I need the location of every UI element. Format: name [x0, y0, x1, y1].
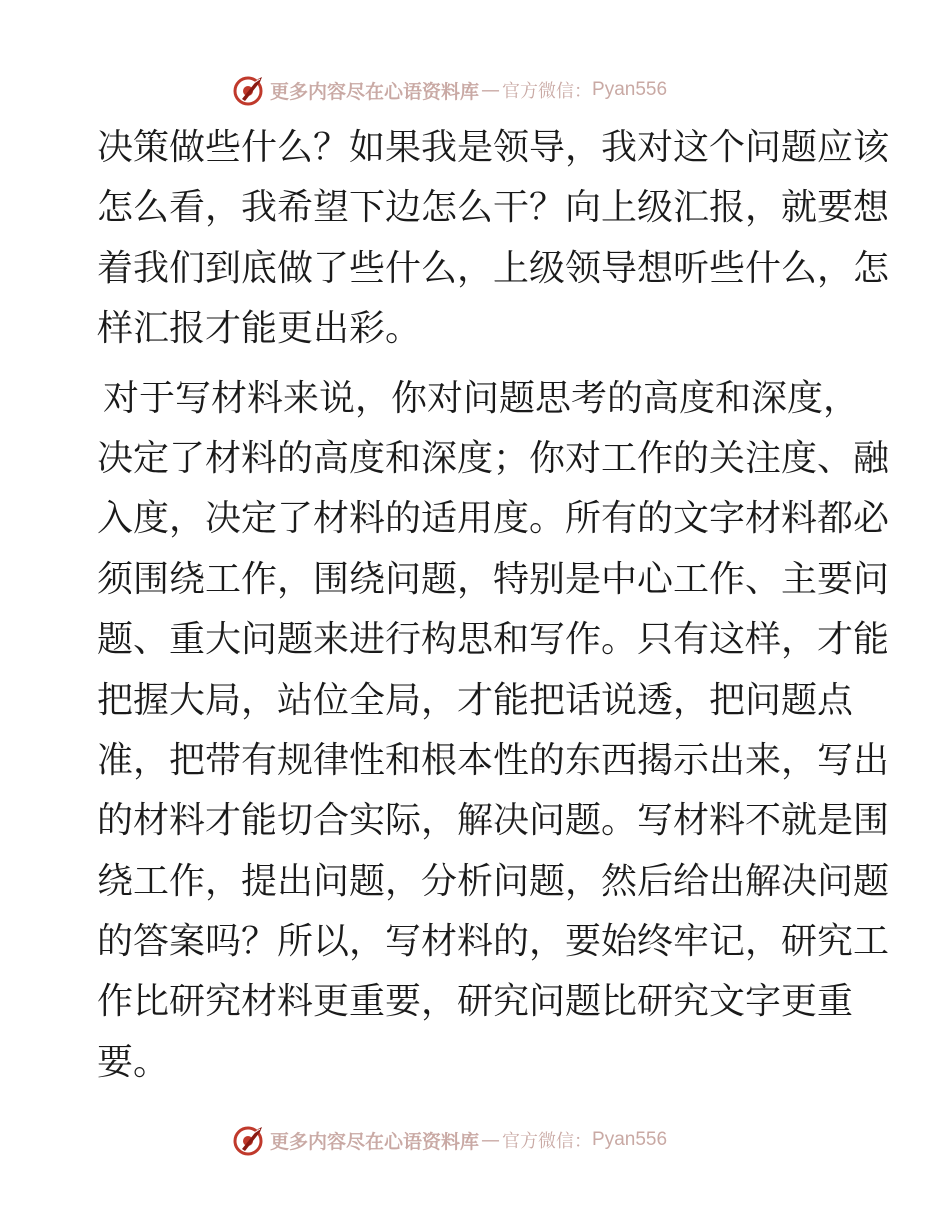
text-line: 怎么看，我希望下边怎么干？向上级汇报，就要想	[97, 187, 890, 229]
footer-wechat-label: 官方微信：	[502, 1131, 593, 1152]
header-separator: —	[481, 79, 501, 101]
paragraph-2	[97, 369, 890, 1094]
footer-banner	[232, 1122, 712, 1158]
text-line: 题、重大问题来进行构思和写作。只有这样，才能	[97, 619, 890, 661]
footer-separator: —	[481, 1129, 501, 1151]
header-brand-text: 更多内容尽在心语资料库	[270, 80, 480, 103]
header-wechat-label: 官方微信：	[502, 81, 593, 102]
text-line: 决策做些什么？如果我是领导，我对这个问题应该	[97, 127, 890, 168]
paragraph-1	[97, 118, 890, 360]
text-line: 要。	[97, 1041, 170, 1083]
text-line: 须围绕工作，围绕问题，特别是中心工作、主要问	[97, 558, 890, 600]
text-line: 把握大局，站位全局，才能把话说透，把问题点	[97, 679, 854, 721]
header-banner	[232, 72, 712, 108]
text-line: 作比研究材料更重要，研究问题比研究文字更重	[97, 981, 854, 1023]
text-line: 绕工作，提出问题，分析问题，然后给出解决问题	[97, 860, 890, 902]
text-line: 准，把带有规律性和根本性的东西揭示出来，写出	[97, 739, 890, 781]
text-line: 样汇报才能更出彩。	[97, 308, 422, 350]
quill-pen-logo-icon	[232, 1123, 266, 1157]
text-line: 的材料才能切合实际，解决问题。写材料不就是围	[97, 800, 890, 842]
quill-pen-logo-icon	[232, 73, 266, 107]
text-line: 着我们到底做了些什么，上级领导想听些什么，怎	[97, 247, 890, 289]
text-line: 决定了材料的高度和深度；你对工作的关注度、融	[97, 437, 890, 479]
document-body	[97, 118, 890, 1093]
footer-wechat-id: Pyan556	[592, 1129, 668, 1150]
footer-brand-text: 更多内容尽在心语资料库	[270, 1130, 480, 1153]
header-wechat-id: Pyan556	[592, 79, 668, 100]
text-line: 的答案吗？所以，写材料的，要始终牢记，研究工	[97, 921, 890, 963]
text-line: 入度，决定了材料的适用度。所有的文字材料都必	[97, 498, 890, 540]
text-line: 对于写材料来说，你对问题思考的高度和深度，	[103, 377, 860, 419]
